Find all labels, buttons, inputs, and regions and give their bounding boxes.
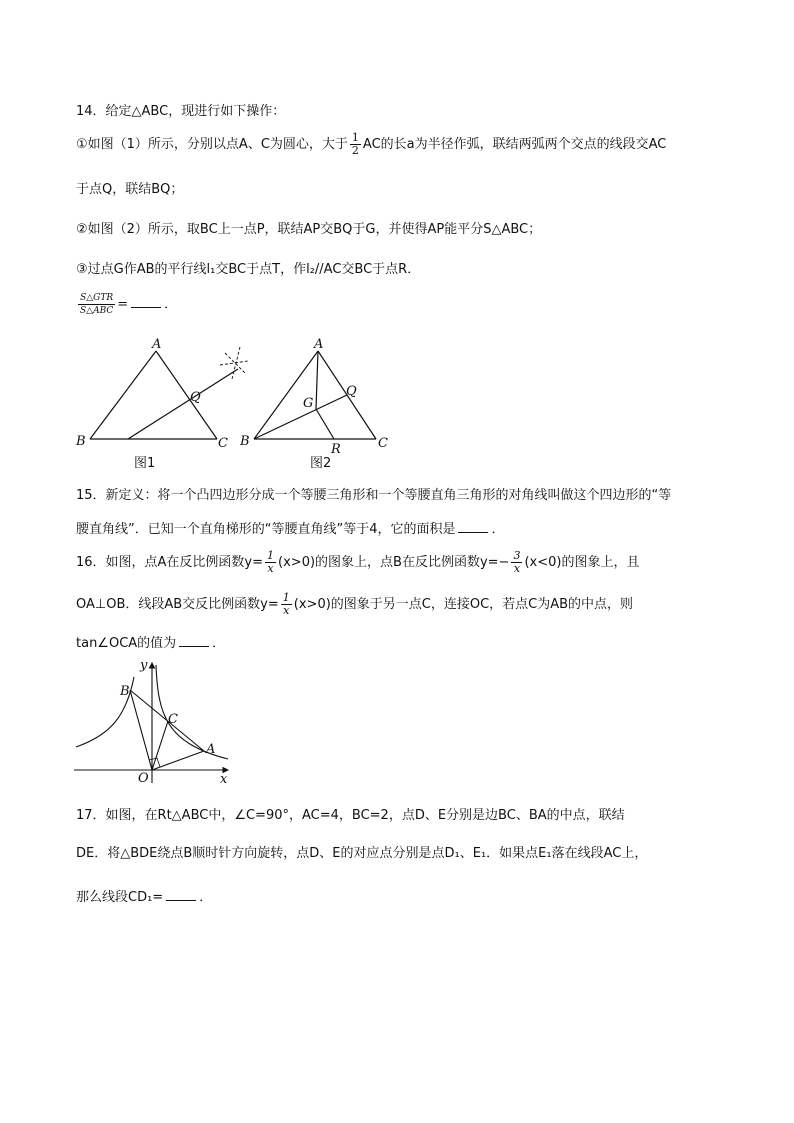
q16-text: OA⊥OB．线段AB交反比例函数y=: [76, 597, 279, 612]
q16-text: (x>0)的图象上，点B在反比例函数y=−: [278, 555, 510, 570]
q17-line2: [76, 844, 647, 864]
fig2-caption: 图2: [310, 456, 332, 471]
q14-line5: [76, 260, 420, 280]
fraction-half: $\frac{1}{2}$: [351, 131, 359, 157]
q14-text: 于点Q，联结BQ；: [76, 182, 184, 197]
fig16-label-c: C: [168, 712, 178, 727]
q17-line1: [76, 806, 625, 826]
fig1-label-c: C: [218, 436, 228, 451]
q14-line1: [76, 102, 285, 122]
fig16-label-b: B: [120, 684, 130, 699]
fig1-side-ab: [90, 351, 156, 439]
q16-text: (x<0)的图象上，且: [524, 555, 640, 570]
answer-blank: [179, 632, 209, 647]
fig1-label-a: A: [152, 337, 162, 352]
curve-right-branch: [156, 665, 228, 759]
fig2-segment-gr: [316, 409, 334, 439]
figure-q16-hyperbola: [70, 655, 240, 790]
fig16-label-o: O: [138, 771, 149, 786]
q14-text: ③过点G作AB的平行线l₁交BC于点T，作l₂//AC交BC于点R．: [76, 262, 421, 277]
segment-ab: [130, 690, 204, 751]
fig2-label-g: G: [303, 396, 314, 411]
q14-line2: [76, 132, 666, 157]
q16-text: (x>0)的图象于另一点C，连接OC，若点C为AB的中点，则: [293, 597, 634, 612]
q16-line3: tan∠OCA的值为 ．: [76, 632, 225, 654]
fig2-segment-bq: [254, 395, 347, 439]
segment-oa: [152, 751, 204, 770]
q14-text: ②如图（2）所示，取BC上一点P，联结AP交BQ于G，并使得AP能平分S△ABC；: [76, 222, 542, 237]
figure-1: [70, 335, 260, 475]
area-ratio-fraction: $\frac{\text{S△GTR}}{\text{S△ABC}}$: [80, 293, 114, 316]
q14-ratio-line: $\frac{\text{S△GTR}}{\text{S△ABC}}$ = ．: [80, 293, 178, 316]
fig2-label-q: Q: [346, 384, 357, 399]
fig2-label-a: A: [314, 337, 324, 352]
answer-blank: [166, 886, 196, 901]
fraction-1-over-x: $\frac{1}{x}$: [282, 591, 290, 617]
q14-text: 14．给定△ABC，现进行如下操作：: [76, 104, 286, 119]
fig2-label-b: B: [240, 434, 250, 449]
segment-oc: [152, 721, 168, 770]
fraction-3-over-x: $\frac{3}{x}$: [513, 549, 521, 575]
q17-text: 那么线段CD₁=: [76, 890, 164, 905]
q17-line3: 那么线段CD₁= ．: [76, 886, 212, 908]
q15-line2: 腰直角线”．已知一个直角梯形的“等腰直角线”等于4，它的面积是 ．: [76, 518, 505, 540]
fig1-side-ac: [156, 351, 217, 439]
q17-text: 17．如图，在Rt△ABC中，∠C=90°，AC=4，BC=2，点D、E分别是边BC、BA的中点，联结: [76, 808, 625, 823]
q16-text: 16．如图，点A在反比例函数y=: [76, 555, 264, 570]
fig1-segment-bq: [128, 369, 238, 439]
fig2-side-ab: [254, 351, 318, 439]
q14-line3: [76, 180, 183, 200]
fig16-label-y: y: [140, 658, 148, 673]
q15-line1: [76, 486, 671, 506]
q14-text: AC的长a为半径作弧，联结两弧两个交点的线段交AC: [362, 137, 667, 152]
segment-ob: [130, 690, 152, 770]
q14-line4: [76, 220, 541, 240]
q14-text: ①如图（1）所示，分别以点A、C为圆心，大于: [76, 137, 348, 152]
fig1-label-b: B: [76, 434, 86, 449]
q17-text: DE．将△BDE绕点B顺时针方向旋转，点D、E的对应点分别是点D₁、E₁．如果点E₁落在线段AC上，: [76, 846, 648, 861]
q15-text: 腰直角线”．已知一个直角梯形的“等腰直角线”等于4，它的面积是: [76, 522, 456, 537]
fraction-1-over-x: $\frac{1}{x}$: [267, 549, 275, 575]
fig16-label-a: A: [206, 742, 216, 757]
answer-blank: [131, 293, 161, 308]
fig1-caption: 图1: [134, 456, 156, 471]
fig2-segment-ag: [316, 351, 318, 409]
fig1-label-q: Q: [190, 390, 201, 405]
fig2-label-r: R: [331, 442, 341, 457]
fig16-label-x: x: [220, 772, 228, 787]
q16-line1: [76, 550, 639, 575]
answer-blank: [458, 518, 488, 533]
fig2-label-c: C: [378, 436, 388, 451]
q16-text: tan∠OCA的值为: [76, 636, 177, 651]
figure-2: [240, 335, 410, 475]
q16-line2: [76, 592, 633, 617]
q15-text: 15．新定义：将一个凸四边形分成一个等腰三角形和一个等腰直角三角形的对角线叫做这个四边形的“等: [76, 488, 672, 503]
